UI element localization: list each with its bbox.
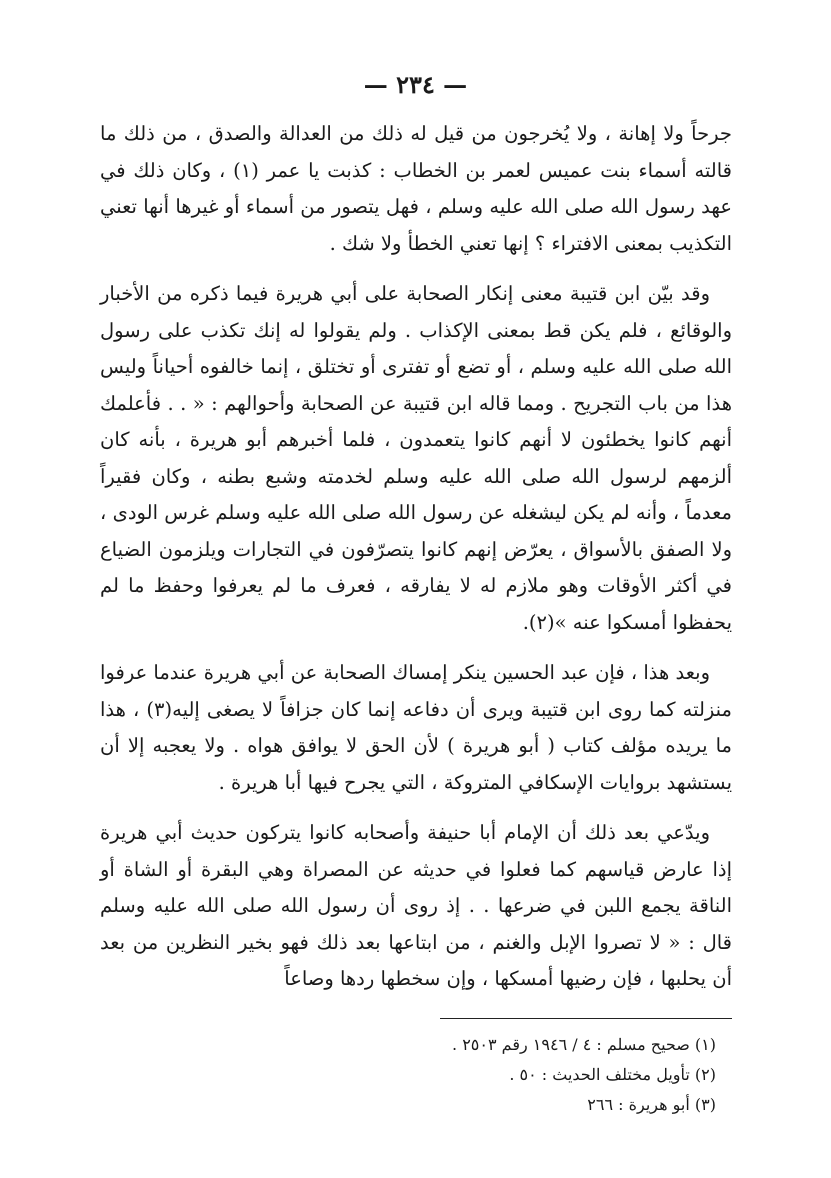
main-text xyxy=(100,116,732,998)
paragraph-3: وبعد هذا ، فإن عبد الحسين ينكر إمساك الصحابة عن أبي هريرة عندما عرفوا منزلته كما روى ابن قتيبة ويرى أن دفاعه إنما كان جزافاً لا يصغى إليه(٣) ، هذا ما يريده مؤلف كتاب ( أبو هريرة ) لأن الحق لا يوافق هواه . ولا يعجبه إلا أن يستشهد بروايات الإسكافي المتروكة ، التي يجرح فيها أبا هريرة . xyxy=(100,661,732,794)
footnote-divider xyxy=(440,1018,732,1019)
footnotes xyxy=(100,1030,732,1120)
page-number: — ٢٣٤ — xyxy=(363,70,468,99)
footnote-1: (١) صحيح مسلم : ٤ / ١٩٤٦ رقم ٢٥٠٣ . xyxy=(452,1035,716,1054)
footnote-3: (٣) أبو هريرة : ٢٦٦ xyxy=(587,1095,716,1114)
paragraph-4: ويدّعي بعد ذلك أن الإمام أبا حنيفة وأصحابه كانوا يتركون حديث أبي هريرة إذا عارض قياسهم كما فعلوا في حديثه عن المصراة وهي البقرة أو الشاة أو الناقة يجمع اللبن في ضرعها . . إذ روى أن رسول الله صلى الله عليه وسلم قال : « لا تصروا الإبل والغنم ، من ابتاعها بعد ذلك فهو بخير النظرين من بعد أن يحلبها ، فإن رضيها أمسكها ، وإن سخطها ردها وصاعاً xyxy=(100,821,732,990)
footnote-2: (٢) تأويل مختلف الحديث : ٥٠ . xyxy=(509,1065,716,1084)
paragraph-1: جرحاً ولا إهانة ، ولا يُخرجون من قيل له ذلك من العدالة والصدق ، من ذلك ما قالته أسماء بنت عميس لعمر بن الخطاب : كذبت يا عمر (١) ، وكان ذلك في عهد رسول الله صلى الله عليه وسلم ، فهل يتصور من أسماء أو غيرها أنها تعني التكذيب بمعنى الافتراء ؟ إنها تعني الخطأ ولا شك . xyxy=(100,122,732,255)
paragraph-2: وقد بيّن ابن قتيبة معنى إنكار الصحابة على أبي هريرة فيما ذكره من الأخبار والوقائع ، فلم يكن قط بمعنى الإكذاب . ولم يقولوا له إنك تكذب على رسول الله صلى الله عليه وسلم ، أو تضع أو تفترى أو تختلق ، إنما خالفوه أحياناً وليس هذا من باب التجريح . ومما قاله ابن قتيبة عن الصحابة وأحوالهم : « . . فأعلمك أنهم كانوا يخطئون لا أنهم كانوا يتعمدون ، فلما أخبرهم أبو هريرة ، بأنه كان ألزمهم لرسول الله صلى الله عليه وسلم لخدمته وشبع بطنه ، وكان فقيراً معدماً ، وأنه لم يكن ليشغله عن رسول الله صلى الله عليه وسلم غرس الودى ، ولا الصفق بالأسواق ، يعرّض إنهم كانوا يتصرّفون في التجارات ويلزمون الضياع في أكثر الأوقات وهو ملازم له لا يفارقه ، فعرف ما لم يعرفوا وحفظ ما لم يحفظوا أمسكوا عنه »(٢). xyxy=(100,282,732,634)
